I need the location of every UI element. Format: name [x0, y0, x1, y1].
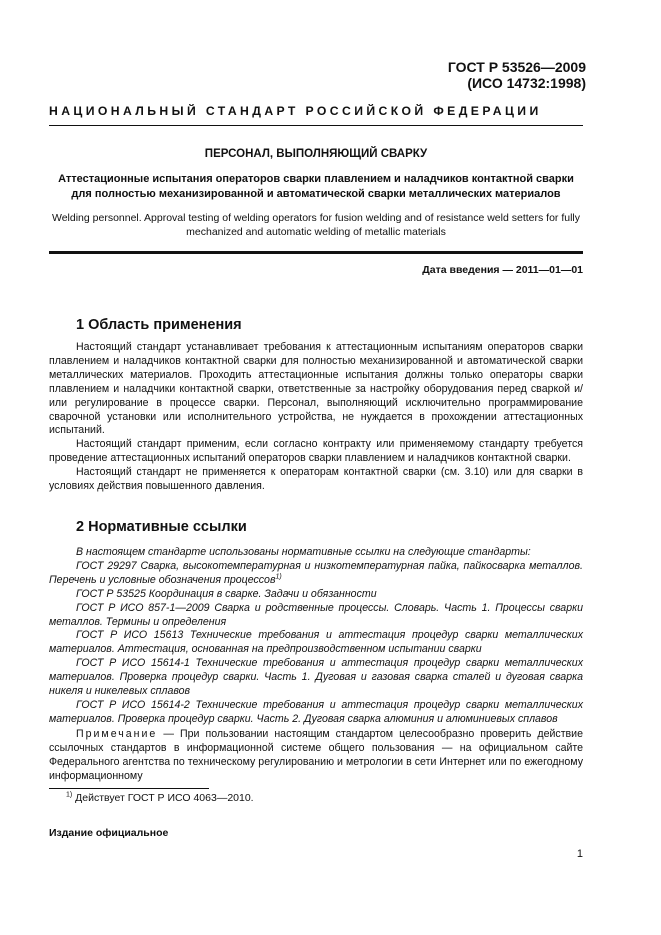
section-1-body [49, 341, 583, 494]
reference-item: ГОСТ Р ИСО 15614-2 Технические требования и аттестация процедур сварки металлических материалов. Проверка процедур сварки. Часть 2. Дуговая сварка алюминия и алюминиевых сплавов [49, 698, 583, 725]
reference-item: ГОСТ Р ИСО 857-1—2009 Сварка и родственные процессы. Словарь. Часть 1. Процессы сварки металлов. Термины и определения [49, 601, 583, 628]
references-intro: В настоящем стандарте использованы нормативные ссылки на следующие стандарты: [76, 546, 531, 558]
english-title-line: Welding personnel. Approval testing of welding operators for fusion welding and of resistance weld setters for fully [51, 212, 580, 224]
document-subtitle [49, 172, 583, 202]
subtitle-line: Аттестационные испытания операторов сварки плавлением и наладчиков контактной сварки [58, 173, 574, 185]
title-divider [49, 251, 583, 254]
header-divider [49, 125, 583, 126]
footnote-number: 1) [66, 791, 73, 799]
section-1-heading: 1 Область применения [76, 317, 242, 333]
note-paragraph [49, 728, 583, 784]
introduction-date: Дата введения — 2011—01—01 [422, 264, 583, 276]
footnote-marker: 1) [275, 573, 282, 581]
subtitle-line: для полностью механизированной и автоматической сварки металлических материалов [71, 188, 561, 200]
standard-number-block [448, 59, 586, 91]
footnote [66, 792, 254, 804]
reference-item: ГОСТ Р 53525 Координация в сварке. Задачи и обязанности [76, 587, 377, 600]
iso-number: (ИСО 14732:1998) [467, 75, 586, 91]
english-title [49, 211, 583, 239]
references-note [49, 728, 583, 784]
page-number: 1 [576, 848, 583, 860]
national-standard-banner: НАЦИОНАЛЬНЫЙ СТАНДАРТ РОССИЙСКОЙ ФЕДЕРАЦИИ [49, 104, 542, 118]
english-title-line: mechanized and automatic welding of metallic materials [186, 226, 446, 238]
official-edition-label: Издание официальное [49, 827, 169, 839]
reference-item: ГОСТ Р ИСО 15614-1 Технические требования и аттестация процедур сварки металлических материалов. Проверка процедур сварки. Часть 1. Дуговая и газовая сварка сталей и дуговая сварка никеля и никелевых сплавов [49, 657, 583, 698]
footnote-divider [49, 788, 209, 789]
footnote-text: Действует ГОСТ Р ИСО 4063—2010. [72, 792, 254, 804]
reference-text: ГОСТ 29297 Сварка, высокотемпературная и низкотемпературная пайка, пайкосварка металлов. Перечень и условные обозначения процессов [49, 559, 583, 586]
paragraph: Настоящий стандарт применим, если согласно контракту или применяемому стандарту требуется проведение аттестационных испытаний операторов сварки плавлением и наладчиков контактной сварки. [49, 438, 583, 465]
note-text: — При пользовании настоящим стандартом целесообразно проверить действие ссылочных стандартов в информационной системе общего пользования — на официальном сайте Федерального агентства по техническому регулированию и метрологии в сети Интернет или по ежегодному информационному [49, 728, 583, 782]
document-title: ПЕРСОНАЛ, ВЫПОЛНЯЮЩИЙ СВАРКУ [204, 148, 428, 160]
paragraph: Настоящий стандарт не применяется к операторам контактной сварки (см. 3.10) или для сварки в условиях действия повышенного давления. [49, 466, 583, 493]
note-label: Примечание [76, 728, 158, 740]
section-2-heading: 2 Нормативные ссылки [76, 519, 247, 535]
paragraph: Настоящий стандарт устанавливает требования к аттестационным испытаниям операторов сварки плавлением и наладчиков контактной сварки для полностью механизированной и автоматической сварки металлических материалов. Проходить аттестационные испытания должны только операторы сварки плавлением и наладчики контактной сварки, ответственные за настройку оборудования перед сваркой и/или регулирование в процессе сварки. Персонал, выполняющий исключительно программирование сварочной установки или исполнительного устройства, не нуждается в прохождении аттестационных испытаний. [49, 341, 583, 437]
standard-number: ГОСТ Р 53526—2009 [447, 59, 586, 75]
reference-item [49, 560, 583, 588]
normative-references [49, 546, 583, 727]
reference-item: ГОСТ Р ИСО 15613 Технические требования и аттестация процедур сварки металлических материалов. Аттестация, основанная на предпроизводственном испытании сварки [49, 629, 583, 656]
